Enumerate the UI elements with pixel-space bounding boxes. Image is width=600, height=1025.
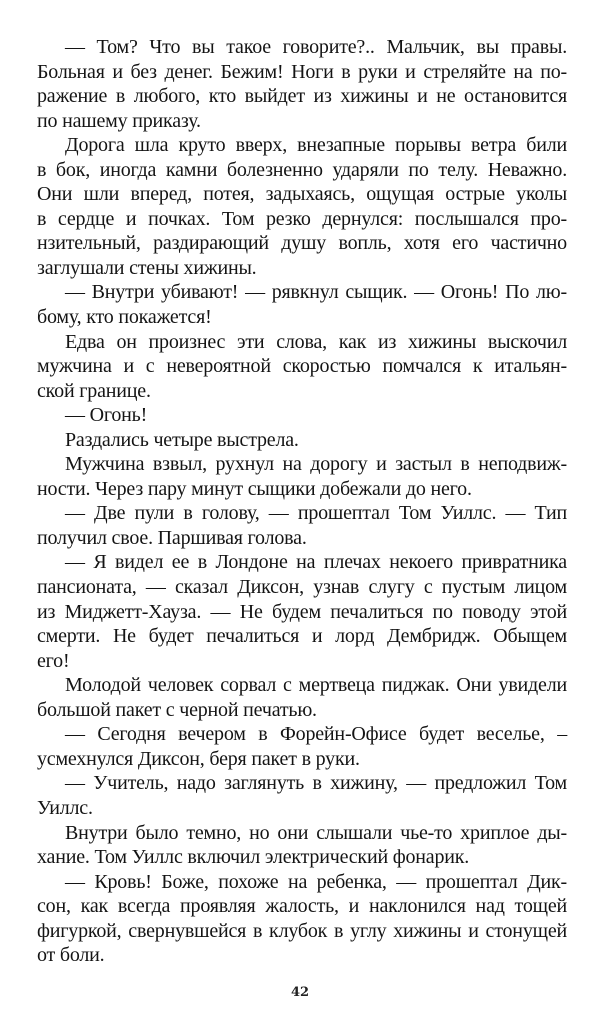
text-line: — Внутри убивают! — рявкнул сыщик. — Огонь! По лю- <box>65 281 567 304</box>
text-line: заглушали стены хижины. <box>37 256 257 279</box>
text-line: — Том? Что вы такое говорите?.. Мальчик, вы правы. <box>65 36 567 58</box>
text-line: по нашему приказу. <box>37 109 201 132</box>
text-line: Мужчина взвыл, рухнул на дорогу и застыл в неподвиж- <box>65 453 567 476</box>
text-line: смерти. Не будет печалиться и лорд Дембридж. Обыщем <box>37 625 567 648</box>
text-line: бому, кто покажется! <box>37 306 212 329</box>
text-line: большой пакет с черной печатью. <box>37 698 317 721</box>
paragraph <box>37 133 567 280</box>
text-line: Раздались четыре выстрела. <box>65 428 299 451</box>
text-line: — Сегодня вечером в Форейн-Офисе будет веселье, – <box>65 723 567 746</box>
text-line: в бок, иногда камни болезненно ударяли по телу. Неважно. <box>37 158 567 181</box>
text-line: ской границе. <box>37 379 151 402</box>
text-line: в сердце и почках. Том резко дернулся: послышался про- <box>37 207 567 230</box>
text-line: усмехнулся Диксон, беря пакет в руки. <box>37 747 360 770</box>
paragraph <box>37 771 567 820</box>
paragraph <box>37 330 567 404</box>
text-line: Едва он произнес эти слова, как из хижины выскочил <box>65 330 567 353</box>
text-line: от боли. <box>37 944 105 967</box>
paragraph <box>37 870 567 968</box>
text-line: получил свое. Паршивая голова. <box>37 526 307 549</box>
text-line: из Миджетт-Хауза. — Не будем печалиться по поводу этой <box>37 600 567 623</box>
text-line: Больная и без денег. Бежим! Ноги в руки и стреляйте на по- <box>37 60 567 83</box>
paragraph <box>37 428 567 453</box>
paragraph <box>37 550 567 673</box>
text-line: Они шли вперед, потея, задыхаясь, ощущая острые уколы <box>37 183 567 206</box>
text-line: ности. Через пару минут сыщики добежали до него. <box>37 477 472 500</box>
paragraph <box>37 452 567 501</box>
text-line: фигуркой, свернувшейся в клубок в углу хижины и стонущей <box>37 919 567 942</box>
text-line: Внутри было темно, но они слышали чье-то хриплое ды- <box>65 821 567 844</box>
paragraph <box>37 722 567 771</box>
text-line: его! <box>37 649 70 672</box>
text-line: — Огонь! <box>65 404 148 427</box>
paragraph <box>37 403 567 428</box>
body-text <box>37 35 567 968</box>
text-line: пансионата, — сказал Диксон, узнав слугу с пустым лицом <box>37 576 567 599</box>
text-line: — Две пули в голову, — прошептал Том Уиллс. — Тип <box>65 502 567 525</box>
text-line: Молодой человек сорвал с мертвеца пиджак. Они увидели <box>65 674 567 697</box>
text-line: — Кровь! Боже, похоже на ребенка, — прошептал Дик- <box>65 870 567 893</box>
text-line: ражение в любого, кто выйдет из хижины и не остановится <box>37 85 567 108</box>
text-line: Уиллс. <box>37 796 93 819</box>
paragraph <box>37 501 567 550</box>
text-line: мужчина и с невероятной скоростью помчался к итальян- <box>37 355 567 378</box>
paragraph <box>37 821 567 870</box>
text-line: — Учитель, надо заглянуть в хижину, — предложил Том <box>65 772 567 795</box>
text-line: — Я видел ее в Лондоне на плечах некоего привратника <box>65 551 567 574</box>
paragraph <box>37 280 567 329</box>
text-line: нзительный, раздирающий душу вопль, хотя его частично <box>37 232 567 255</box>
paragraph <box>37 35 567 133</box>
text-line: Дорога шла круто вверх, внезапные порывы ветра били <box>65 134 567 157</box>
page-number: 42 <box>290 985 310 1000</box>
text-line: хание. Том Уиллс включил электрический фонарик. <box>37 846 470 869</box>
paragraph <box>37 673 567 722</box>
text-line: сон, как всегда проявляя жалость, и наклонился над тощей <box>37 895 567 918</box>
